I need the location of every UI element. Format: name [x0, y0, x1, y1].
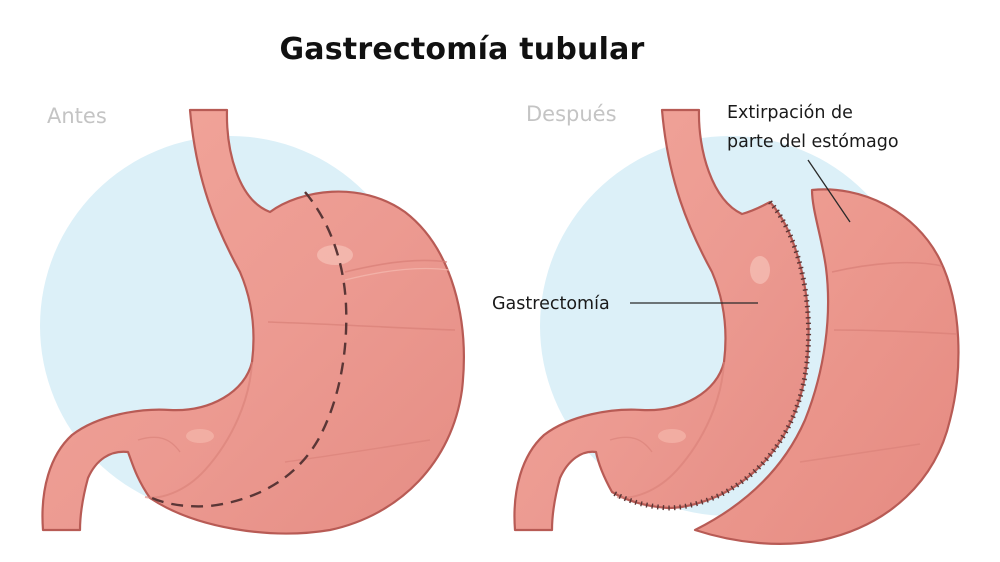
- before-highlight-2: [186, 429, 214, 443]
- before-panel: [40, 110, 464, 533]
- sleeve-callout: Gastrectomía: [492, 294, 610, 314]
- sleeve-highlight-2: [658, 429, 686, 443]
- diagram-title: Gastrectomía tubular: [279, 32, 645, 67]
- after-panel-label: Después: [526, 102, 617, 126]
- sleeve-highlight: [750, 256, 770, 284]
- after-panel: [514, 110, 958, 544]
- removed-part-callout-line1: Extirpación de: [727, 103, 853, 123]
- removed-part-callout: [727, 99, 899, 157]
- removed-part-callout-line2: parte del estómago: [727, 132, 899, 152]
- before-panel-label: Antes: [47, 104, 107, 128]
